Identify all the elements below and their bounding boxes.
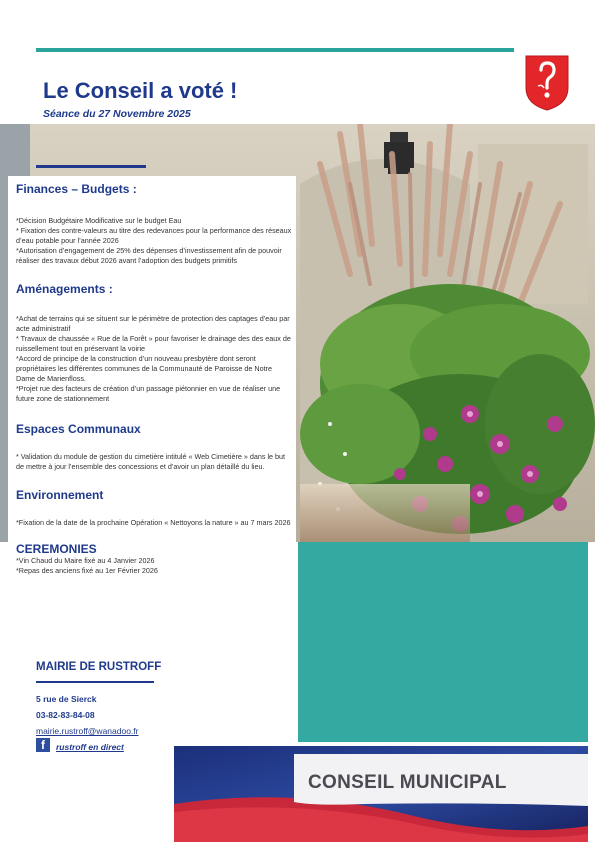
section-amenagements (16, 282, 292, 404)
title-underline (36, 165, 146, 168)
mairie-address: 5 rue de Sierck (36, 694, 97, 704)
session-date: Séance du 27 Novembre 2025 (43, 108, 191, 120)
list-item: *Vin Chaud du Maire fixé au 4 Janvier 2026 (16, 556, 155, 565)
section-finances (16, 182, 292, 266)
list-item: *Projet rue des facteurs de création d’un passage piétonnier en vue de réaliser une future zone de stationnement (16, 384, 281, 403)
section-heading: Aménagements : (16, 282, 113, 296)
section-heading: CEREMONIES (16, 542, 97, 556)
section-heading: Espaces Communaux (16, 422, 141, 436)
list-item: * Fixation des contre-valeurs au titre des redevances pour la performance des réseaux d’eau potable pour l’année 2026 (16, 226, 292, 245)
mairie-underline (36, 681, 154, 683)
conseil-municipal-banner (174, 746, 588, 842)
teal-accent-block (298, 542, 588, 742)
page-title: Le Conseil a voté ! (43, 78, 238, 103)
list-item: *Décision Budgétaire Modificative sur le budget Eau (16, 216, 182, 225)
list-item: *Fixation de la date de la prochaine Opération « Nettoyons la nature » au 7 mars 2026 (16, 518, 291, 527)
facebook-page-link[interactable]: rustroff en direct (56, 742, 124, 752)
mairie-phone: 03-82-83-84-08 (36, 710, 95, 720)
list-item: *Repas des anciens fixé au 1er Février 2026 (16, 566, 158, 575)
section-environnement (16, 488, 292, 528)
coat-of-arms-icon (524, 54, 570, 112)
list-item: * Travaux de chaussée « Rue de la Forêt » pour favoriser le drainage des des eaux de ruissellement tout en préservant la voirie (16, 334, 291, 353)
banner-title: CONSEIL MUNICIPAL (308, 772, 507, 793)
list-item: *Autorisation d’engagement de 25% des dépenses d’investissement afin de pouvoir réaliser des travaux début 2026 avant l’adoption des budgets primitifs (16, 246, 282, 265)
section-espaces-communaux (16, 422, 292, 472)
list-item: * Validation du module de gestion du cimetière intitulé « Web Cimetière » dans le but de mettre à jour l’ensemble des concessions et d’avoir un plan détaillé du lieu. (16, 452, 286, 471)
section-heading: Finances – Budgets : (16, 182, 137, 196)
list-item: *Accord de principe de la construction d’un nouveau presbytère dont seront propriétaires les différentes communes de la Communauté de Paroisse de Notre Dame de Marienfloss. (16, 354, 272, 383)
list-item: *Achat de terrains qui se situent sur le périmètre de protection des captages d’eau par acte administratif (16, 314, 290, 333)
sections-column (16, 182, 292, 576)
mairie-title: MAIRIE DE RUSTROFF (36, 661, 162, 673)
section-ceremonies (16, 542, 292, 576)
mairie-email-link[interactable]: mairie.rustroff@wanadoo.fr (36, 726, 139, 736)
facebook-icon[interactable]: f (36, 738, 50, 752)
section-heading: Environnement (16, 488, 104, 502)
top-accent-rule (36, 48, 514, 52)
